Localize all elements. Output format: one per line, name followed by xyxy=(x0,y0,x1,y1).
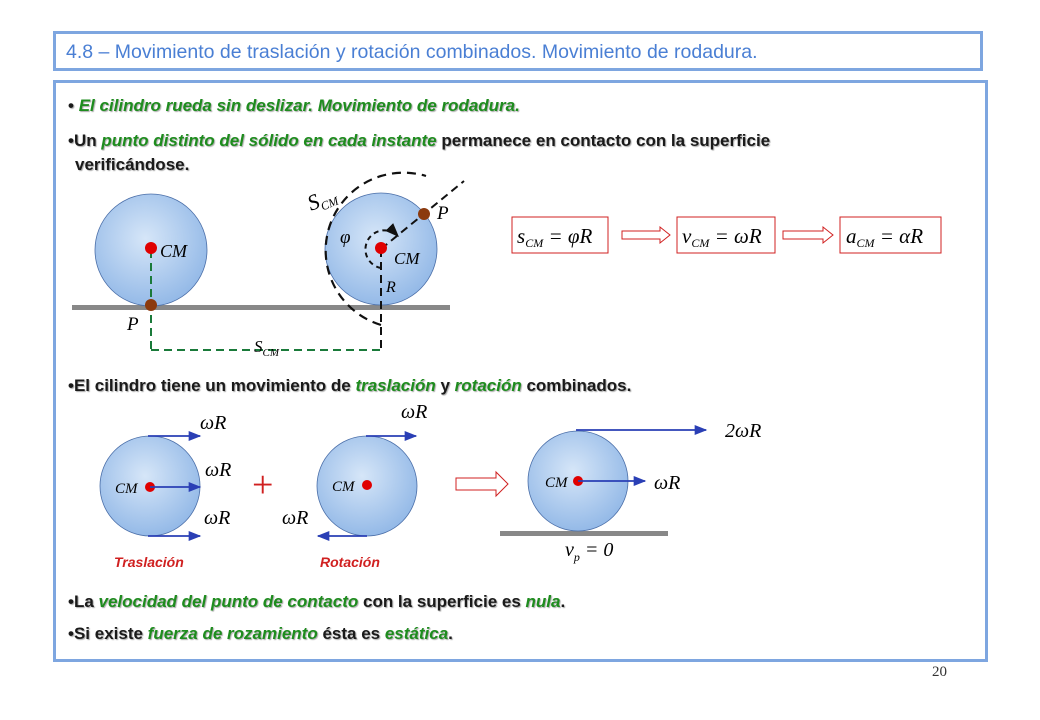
label-wr-top-rot: ωR xyxy=(401,401,428,423)
implies-arrow-1 xyxy=(622,227,670,243)
bullet-text: permanece en contacto con la superficie xyxy=(436,131,771,150)
point-p-right xyxy=(418,208,430,220)
bullet-text: Un xyxy=(73,131,102,150)
combined-motion-diagram xyxy=(100,401,761,570)
bullet-dot: • xyxy=(68,131,74,150)
bullet-emphasis: punto distinto del sólido en cada instante xyxy=(101,131,437,150)
caption-traslacion: Traslación xyxy=(114,554,184,570)
label-s-arc: SCM xyxy=(303,188,341,216)
bullet-text: ésta es xyxy=(317,624,385,643)
ground-surface xyxy=(72,305,450,310)
bullet-emphasis: estática xyxy=(384,624,449,643)
bullet-dot: • xyxy=(68,592,74,611)
bullet-emphasis: nula xyxy=(525,592,561,611)
page-number: 20 xyxy=(932,664,947,680)
bullet-dot: • xyxy=(68,376,74,395)
cm-point-rotation xyxy=(362,480,372,490)
bullet-text: . xyxy=(560,592,566,611)
label-cm-left: CM xyxy=(160,241,187,261)
label-s-bottom: $S_{CM}$ xyxy=(254,337,279,359)
label-wr-top-trans: ωR xyxy=(200,412,227,434)
bullet-emphasis: traslación xyxy=(355,376,436,395)
label-cm-rolling: CM xyxy=(545,475,568,491)
bullet-text: . xyxy=(448,624,453,643)
bullet-emphasis: rotación xyxy=(454,376,522,395)
label-cm-trans: CM xyxy=(115,481,138,497)
implies-arrow-2 xyxy=(783,227,833,243)
label-p-right: P xyxy=(437,203,449,224)
label-wr-mid-trans: ωR xyxy=(205,459,232,481)
equation-s: sCM = φR xyxy=(517,224,593,250)
label-wr-rolling: ωR xyxy=(654,472,681,494)
label-vp: $v_p = 0$ xyxy=(565,539,614,564)
caption-rotacion: Rotación xyxy=(320,554,380,570)
bullet-text: Si existe xyxy=(73,624,148,643)
bullet-emphasis: velocidad del punto de contacto xyxy=(98,592,359,611)
ground-surface-2 xyxy=(500,531,668,536)
label-cm-rot: CM xyxy=(332,479,355,495)
label-wr-bot-trans: ωR xyxy=(204,507,231,529)
bullet-dot: • xyxy=(68,624,74,643)
label-2wr: 2ωR xyxy=(725,420,762,442)
cm-point-left xyxy=(145,242,157,254)
bullet-text: combinados. xyxy=(521,376,632,395)
bullet-text: con la superficie es xyxy=(358,592,526,611)
bullet-emphasis: fuerza de rozamiento xyxy=(147,624,318,643)
rolling-diagram xyxy=(72,173,464,359)
label-cm-right: CM xyxy=(394,249,420,268)
equations-row xyxy=(512,217,941,253)
slide-title: 4.8 – Movimiento de traslación y rotación combinados. Movimiento de rodadura. xyxy=(66,41,758,63)
label-phi: φ xyxy=(340,227,351,248)
contact-point-left xyxy=(145,299,157,311)
label-wr-bot-rot: ωR xyxy=(282,507,309,529)
implies-arrow-3 xyxy=(456,472,508,496)
bullet-text: La xyxy=(73,592,99,611)
bullet-rodadura-text: El cilindro rueda sin deslizar. Movimiento de rodadura. xyxy=(78,96,520,115)
label-r: R xyxy=(386,279,396,296)
equation-v: vCM = ωR xyxy=(682,224,762,250)
bullet-text: verificándose. xyxy=(75,155,190,174)
label-p-left: P xyxy=(127,314,139,335)
bullet-dot: • xyxy=(68,96,79,115)
bullet-text: El cilindro tiene un movimiento de xyxy=(73,376,356,395)
plus-sign: + xyxy=(252,464,274,506)
bullet-text: y xyxy=(435,376,455,395)
equation-a: aCM = αR xyxy=(846,224,924,250)
cm-point-right xyxy=(375,242,387,254)
